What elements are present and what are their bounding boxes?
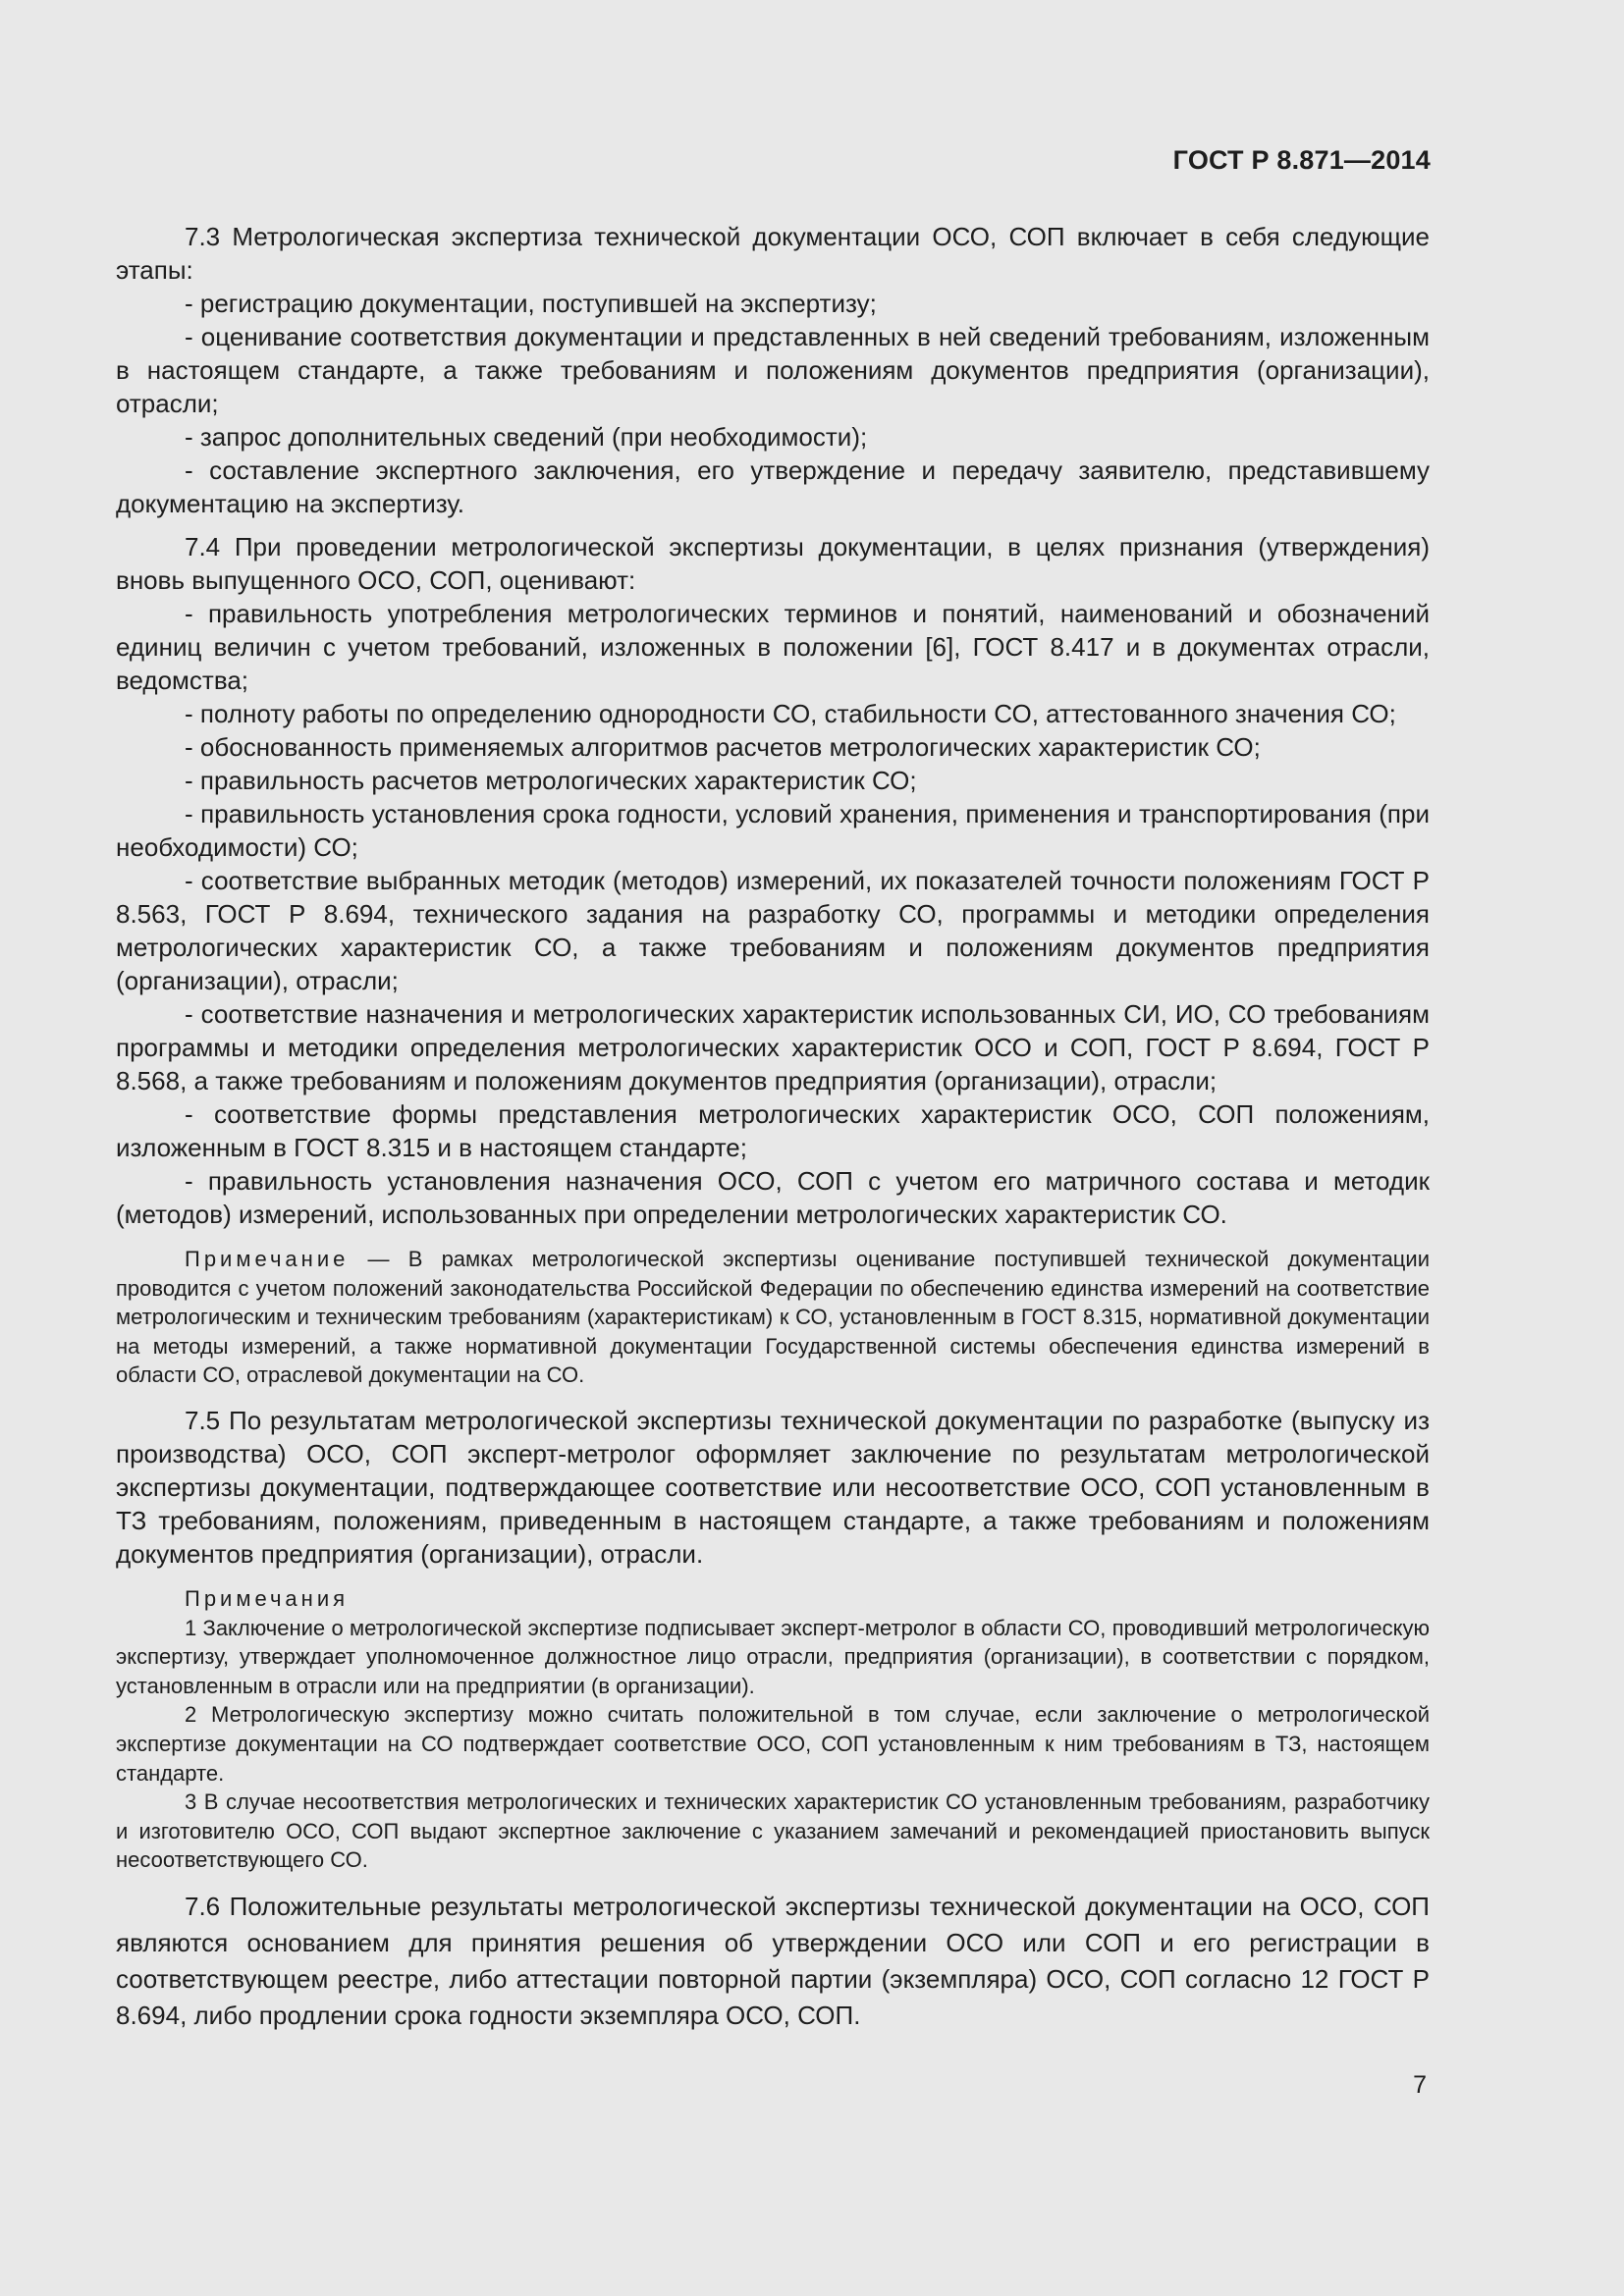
note-item: 3 В случае несоответствия метрологических и технических характеристик СО установленным требованиям, разработчику и изготовителю ОСО, СОП выдают экспертное заключение с указанием замечаний и рекомендацией приостановить выпуск несоответствующего СО. [116, 1789, 1430, 1873]
page-number: 7 [1413, 2071, 1427, 2099]
section-7-3-item: - запрос дополнительных сведений (при необходимости); [185, 422, 868, 452]
section-7-4-item: - правильность установления назначения ОСО, СОП с учетом его матричного состава и методик (методов) измерений, использованных при определении метрологических характеристик СО. [116, 1166, 1430, 1229]
section-7-4-item: - соответствие выбранных методик (методов) измерений, их показателей точности положениям ГОСТ Р 8.563, ГОСТ Р 8.694, технического задания на разработку СО, программы и методики определения метрологических характеристик СО, а также требованиям и положениям документов предприятия (организации), отрасли; [116, 866, 1430, 995]
section-7-5-text: 7.5 По результатам метрологической экспертизы технической документации по разработке (выпуску из производства) ОСО, СОП эксперт-метролог оформляет заключение по результатам метрологической экспертизы документации, подтверждающее соответствие или несоответствие ОСО, СОП установленным в ТЗ требованиям, положениям, приведенным в настоящем стандарте, а также требованиям и положениям документов предприятия (организации), отрасли. [116, 1405, 1430, 1569]
note-label: Примечание [185, 1247, 350, 1271]
section-7-4-note [116, 1245, 1430, 1390]
section-7-4-item: - правильность употребления метрологических терминов и понятий, наименований и обозначений единиц величин с учетом требований, изложенных в положении [6], ГОСТ 8.417 и в документах отрасли, ведомства; [116, 599, 1430, 695]
document-body [116, 220, 1430, 2034]
note-item: 1 Заключение о метрологической экспертизе подписывает эксперт-метролог в области СО, проводивший метрологическую экспертизу, утверждает уполномоченное должностное лицо отрасли, предприятия (организации), в соответствии с порядком, установленным в отрасли или на предприятии (в организации). [116, 1615, 1430, 1698]
section-7-4-item: - соответствие формы представления метрологических характеристик ОСО, СОП положениям, изложенным в ГОСТ 8.315 и в настоящем стандарте; [116, 1099, 1430, 1162]
section-7-4-item: - соответствие назначения и метрологических характеристик использованных СИ, ИО, СО требованиям программы и методики определения метрологических характеристик ОСО и СОП, ГОСТ Р 8.694, ГОСТ Р 8.568, а также требованиям и положениям документов предприятия (организации), отрасли; [116, 999, 1430, 1095]
section-7-3-item: - регистрацию документации, поступившей на экспертизу; [185, 289, 877, 318]
note-text: — В рамках метрологической экспертизы оценивание поступившей технической документации проводится с учетом положений законодательства Российской Федерации по обеспечению единства измерений на соответствие метрологическим и техническим требованиям (характеристикам) к СО, установленным в ГОСТ 8.315, нормативной документации на методы измерений, а также нормативной документации Государственной системы обеспечения единства измерений в области СО, отраслевой документации на СО. [116, 1247, 1430, 1388]
section-7-6-text: 7.6 Положительные результаты метрологической экспертизы технической документации на ОСО, СОП являются основанием для принятия решения об утверждении ОСО или СОП и его регистрации в соответствующем реестре, либо аттестации повторной партии (экземпляра) ОСО, СОП согласно 12 ГОСТ Р 8.694, либо продлении срока годности экземпляра ОСО, СОП. [116, 1891, 1430, 2030]
section-7-3-item: - оценивание соответствия документации и представленных в ней сведений требованиям, изложенным в настоящем стандарте, а также требованиям и положениям документов предприятия (организации), отрасли; [116, 322, 1430, 418]
section-7-4-item: - правильность установления срока годности, условий хранения, применения и транспортирования (при необходимости) СО; [116, 799, 1430, 862]
section-7-4-intro: 7.4 При проведении метрологической экспертизы документации, в целях признания (утверждения) вновь выпущенного ОСО, СОП, оценивают: [116, 532, 1430, 595]
section-7-4-item: - правильность расчетов метрологических характеристик СО; [185, 766, 917, 795]
notes-label: Примечания [185, 1585, 350, 1611]
note-item: 2 Метрологическую экспертизу можно считать положительной в том случае, если заключение о метрологической экспертизе документации на СО подтверждает соответствие ОСО, СОП установленным к ним требованиям в ТЗ, настоящем стандарте. [116, 1702, 1430, 1786]
section-7-4-item: - полноту работы по определению однородности СО, стабильности СО, аттестованного значения СО; [185, 699, 1396, 728]
document-code-header: ГОСТ Р 8.871—2014 [1172, 145, 1431, 175]
section-7-3-item: - составление экспертного заключения, его утверждение и передачу заявителю, представившему документацию на экспертизу. [116, 455, 1430, 518]
section-7-5-notes [116, 1584, 1430, 1875]
note-paragraph [116, 1245, 1430, 1390]
section-7-3-intro: 7.3 Метрологическая экспертиза технической документации ОСО, СОП включает в себя следующие этапы: [116, 222, 1430, 285]
section-7-4-item: - обоснованность применяемых алгоритмов расчетов метрологических характеристик СО; [185, 732, 1261, 762]
